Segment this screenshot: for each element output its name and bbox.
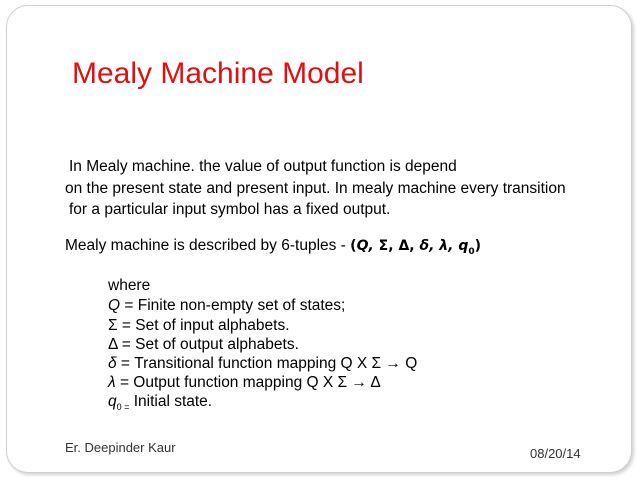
definition-sigma: Σ = Set of input alphabets. (108, 317, 290, 334)
tuple-expression: (Q, Σ, Δ, δ, λ, $q_0$) (350, 238, 482, 257)
tuple-intro: Mealy machine is described by 6-tuples - (65, 237, 351, 254)
paragraph-line-2: on the present state and present input. In mealy machine every transition (65, 180, 566, 197)
footer-date: 08/20/14 (530, 446, 581, 461)
paragraph-line-3: for a particular input symbol has a fixed output. (69, 201, 391, 218)
footer-author: Er. Deepinder Kaur (65, 440, 176, 455)
paragraph-line-1: In Mealy machine. the value of output function is depend (69, 158, 457, 175)
slide-title: Mealy Machine Model (72, 57, 364, 90)
definition-delta: δ = Transitional function mapping Q X Σ → Q (108, 355, 418, 372)
tuple-line (65, 237, 481, 257)
definition-initial-state: $q_{0 =}$ Initial state. (108, 393, 213, 413)
definition-q: Q = Finite non-empty set of states; (108, 297, 346, 314)
definition-lambda: λ = Output function mapping Q X Σ → Δ (108, 374, 381, 391)
definition-delta-upper: Δ = Set of output alphabets. (108, 336, 299, 353)
where-label: where (108, 277, 151, 294)
